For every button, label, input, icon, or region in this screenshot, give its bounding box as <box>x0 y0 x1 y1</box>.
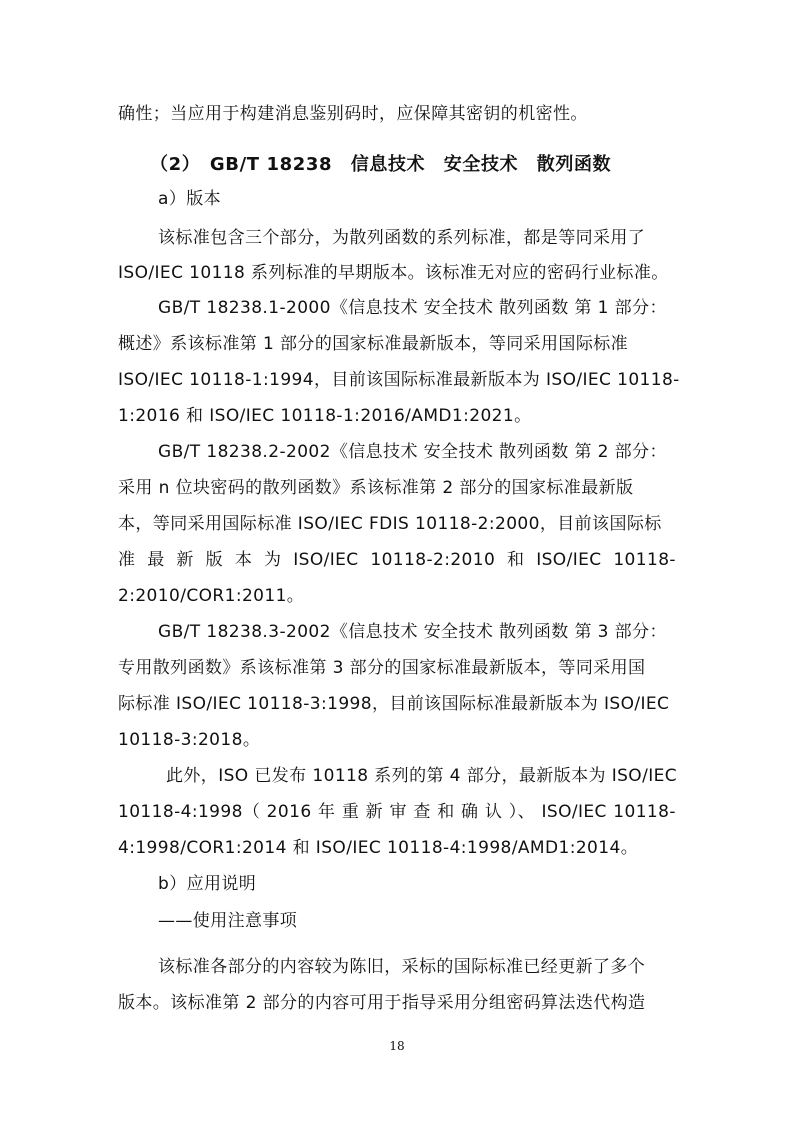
body-text-line-justified: 准 最 新 版 本 为 ISO/IEC 10118-2:2010 和 ISO/IEC 10118- <box>118 550 676 570</box>
body-text-line: GB/T 18238.1-2000《信息技术 安全技术 散列函数 第 1 部分： <box>158 298 667 318</box>
body-text-line: 10118-3:2018。 <box>118 730 261 750</box>
body-text-line: 专用散列函数》系该标准第 3 部分的国家标准最新版本，等同采用国 <box>118 658 646 678</box>
body-text-line: ISO/IEC 10118 系列标准的早期版本。该标准无对应的密码行业标准。 <box>118 263 669 283</box>
body-text-line: 该标准包含三个部分，为散列函数的系列标准，都是等同采用了 <box>158 228 646 248</box>
body-text-line: GB/T 18238.3-2002《信息技术 安全技术 散列函数 第 3 部分： <box>158 622 667 642</box>
page-number: 18 <box>389 1039 405 1053</box>
body-text-line-justified: 10118-4:1998（ 2016 年 重 新 审 查 和 确 认 ）、 ISO/IEC 10118- <box>118 802 676 822</box>
subsection-label: a）版本 <box>158 189 222 209</box>
body-text-line: 1:2016 和 ISO/IEC 10118-1:2016/AMD1:2021。 <box>118 406 532 426</box>
body-text-line: 版本。该标准第 2 部分的内容可用于指导采用分组密码算法迭代构造 <box>118 993 646 1013</box>
body-text-line: 该标准各部分的内容较为陈旧，采标的国际标准已经更新了多个 <box>158 957 646 977</box>
body-text-line: GB/T 18238.2-2002《信息技术 安全技术 散列函数 第 2 部分： <box>158 442 667 462</box>
body-text-line: 2:2010/COR1:2011。 <box>118 586 305 606</box>
body-text-line: 际标准 ISO/IEC 10118-3:1998，目前该国际标准最新版本为 ISO/IEC <box>118 694 670 714</box>
body-text-line: 确性；当应用于构建消息鉴别码时，应保障其密钥的机密性。 <box>118 104 588 124</box>
body-text-line: 概述》系该标准第 1 部分的国家标准最新版本，等同采用国际标准 <box>118 334 629 354</box>
subsection-subtitle: ——使用注意事项 <box>158 911 298 931</box>
section-heading: （2） GB/T 18238 信息技术 安全技术 散列函数 <box>150 154 612 175</box>
subsection-label: b）应用说明 <box>158 874 257 894</box>
body-text-line: 4:1998/COR1:2014 和 ISO/IEC 10118-4:1998/AMD1:2014。 <box>118 838 639 858</box>
body-text-line: 此外，ISO 已发布 10118 系列的第 4 部分，最新版本为 ISO/IEC <box>166 766 678 786</box>
body-text-line: 采用 n 位块密码的散列函数》系该标准第 2 部分的国家标准最新版 <box>118 478 634 498</box>
body-text-line: ISO/IEC 10118-1:1994，目前该国际标准最新版本为 ISO/IEC 10118- <box>118 370 680 390</box>
body-text-line: 本，等同采用国际标准 ISO/IEC FDIS 10118-2:2000，目前该国际标 <box>118 514 662 534</box>
